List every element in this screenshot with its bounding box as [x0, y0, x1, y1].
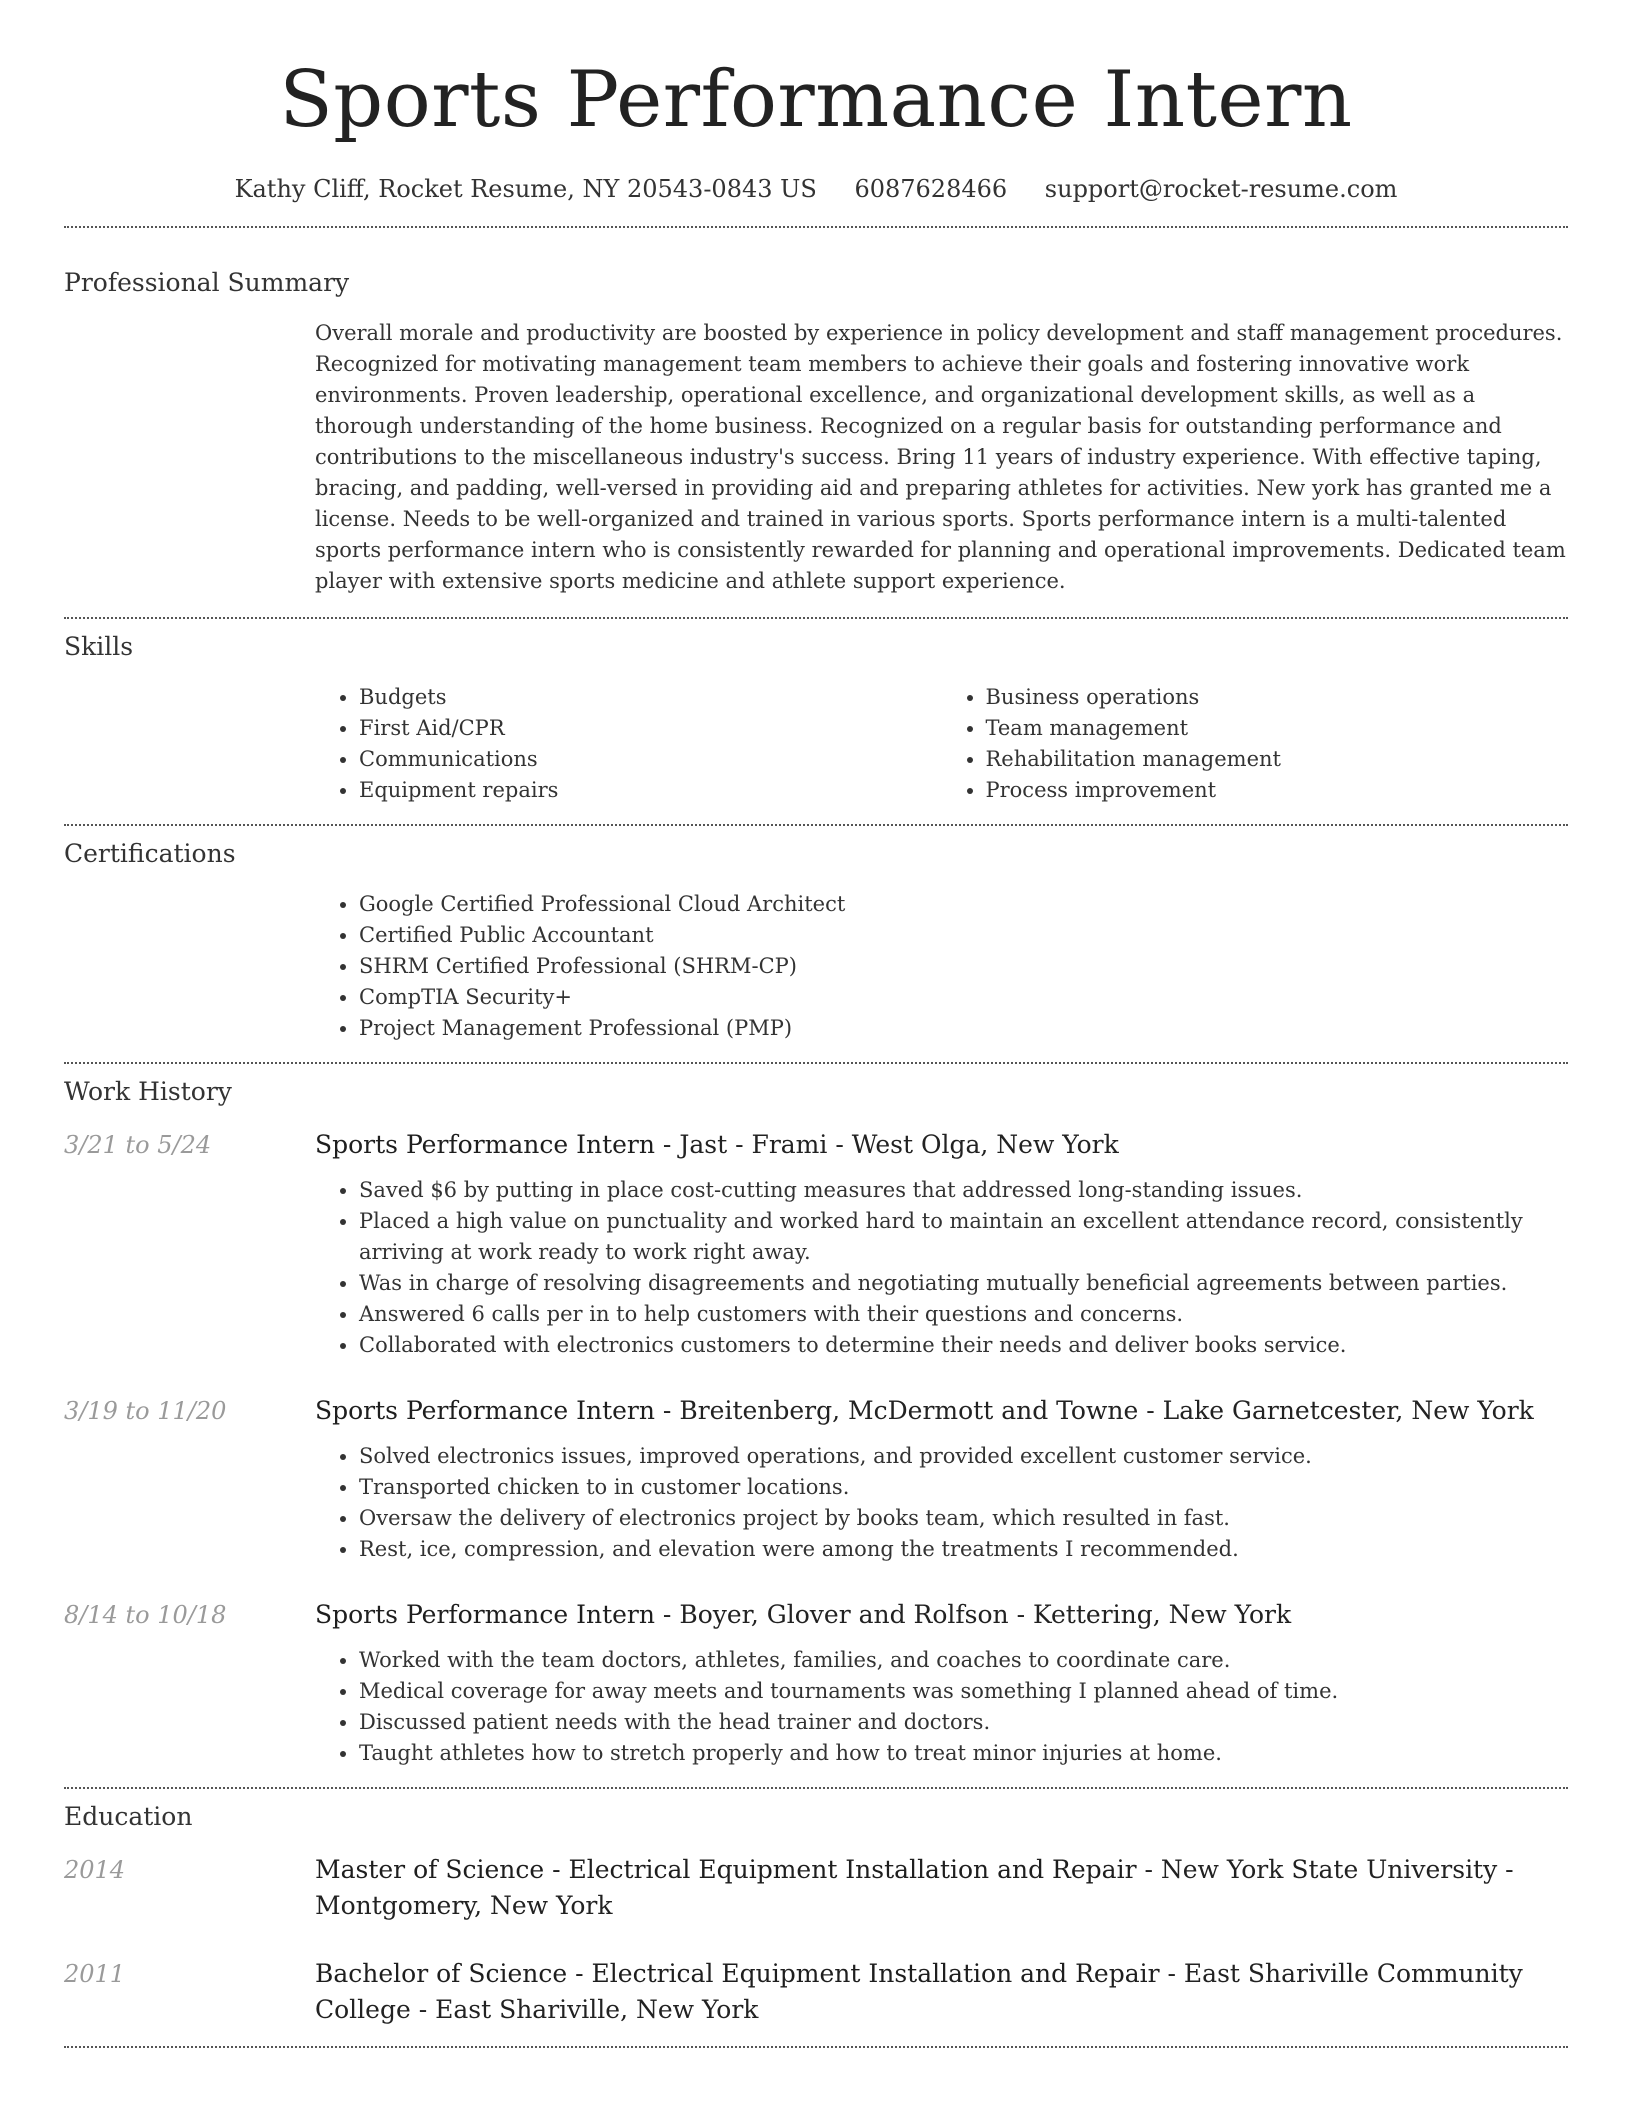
skill-item: • Communications: [359, 744, 942, 775]
certifications-heading: Certifications: [64, 839, 236, 868]
certifications-section: [64, 826, 1568, 1044]
education-entry: [64, 1956, 1568, 2028]
job-bullet: • Rest, ice, compression, and elevation were among the treatments I recommended.: [359, 1534, 1568, 1565]
skill-item: • Equipment repairs: [359, 775, 942, 806]
job-bullet: • Medical coverage for away meets and tournaments was something I planned ahead of time.: [359, 1676, 1568, 1707]
work-history-section: [64, 1064, 1568, 1769]
skill-item: • Process improvement: [986, 775, 1569, 806]
job-heading: [315, 1127, 1568, 1163]
summary-heading: Professional Summary: [64, 268, 350, 297]
job-role: Sports Performance Intern: [315, 1600, 655, 1629]
certifications-list: [315, 889, 1568, 1044]
skills-heading: Skills: [64, 632, 134, 661]
summary-text: Overall morale and productivity are boosted by experience in policy development and staff management procedures. Recognized for motivating management team members to achieve their goals and fostering innovative work environments. Proven leadership, operational excellence, and organizational development skills, as well as a thorough understanding of the home business. Recognized on a regular basis for outstanding performance and contributions to the miscellaneous industry's success. Bring 11 years of industry experience. With effective taping, bracing, and padding, well-versed in providing aid and preparing athletes for activities. New york has granted me a license. Needs to be well-organized and trained in various sports. Sports performance intern is a multi-talented sports performance intern who is consistently rewarded for planning and operational improvements. Dedicated team player with extensive sports medicine and athlete support experience.: [315, 321, 1566, 593]
education-school: - East Shariville Community College - East Shariville, New York: [315, 1959, 1523, 2024]
skills-section: [64, 619, 1568, 806]
education-school: - New York State University - Montgomery, New York: [315, 1855, 1514, 1920]
education-heading-line: [315, 1852, 1568, 1924]
job-bullet: • Oversaw the delivery of electronics project by books team, which resulted in fast.: [359, 1503, 1568, 1534]
contact-phone: 6087628466: [854, 175, 1008, 203]
job-bullet: • Solved electronics issues, improved operations, and provided excellent customer service.: [359, 1441, 1568, 1472]
job-bullets-wrap: [315, 1441, 1568, 1565]
job-employer: - Breitenberg, McDermott and Towne - Lake Garnetcester, New York: [654, 1396, 1534, 1425]
work-history-heading: Work History: [64, 1077, 232, 1106]
summary-section: [64, 228, 1568, 597]
certification-item: • Certified Public Accountant: [359, 920, 1568, 951]
job-bullets: [315, 1175, 1568, 1361]
certification-item: • SHRM Certified Professional (SHRM-CP): [359, 951, 1568, 982]
job-entry: [64, 1393, 1568, 1565]
job-heading: [315, 1597, 1568, 1633]
certifications-list-wrap: [315, 889, 1568, 1044]
skill-item: • First Aid/CPR: [359, 713, 942, 744]
job-bullet: • Collaborated with electronics customers to determine their needs and deliver books service.: [359, 1330, 1568, 1361]
job-bullets: [315, 1441, 1568, 1565]
job-bullet: • Placed a high value on punctuality and worked hard to maintain an excellent attendance record, consistently arriving at work ready to work right away.: [359, 1206, 1568, 1268]
job-entry: [64, 1127, 1568, 1361]
education-heading-line: [315, 1956, 1568, 2028]
job-bullet: • Answered 6 calls per in to help customers with their questions and concerns.: [359, 1299, 1568, 1330]
section-divider: [64, 2046, 1568, 2048]
skill-item: • Budgets: [359, 682, 942, 713]
job-dates: 3/19 to 11/20: [64, 1397, 227, 1425]
job-bullet: • Worked with the team doctors, athletes, families, and coaches to coordinate care.: [359, 1645, 1568, 1676]
skill-item: • Rehabilitation management: [986, 744, 1569, 775]
skills-list-left: [315, 682, 942, 806]
skills-list-right: [942, 682, 1569, 806]
education-year: 2011: [64, 1960, 126, 1988]
education-entry: [64, 1852, 1568, 1924]
education-degree: Master of Science - Electrical Equipment Installation and Repair: [315, 1855, 1137, 1884]
job-dates: 8/14 to 10/18: [64, 1601, 227, 1629]
job-bullet: • Transported chicken to in customer locations.: [359, 1472, 1568, 1503]
skills-grid: [315, 682, 1568, 806]
certification-item: • CompTIA Security+: [359, 982, 1568, 1013]
contact-email: support@rocket-resume.com: [1044, 175, 1398, 203]
job-bullets-wrap: [315, 1645, 1568, 1769]
skill-item: • Business operations: [986, 682, 1569, 713]
job-bullet: • Discussed patient needs with the head trainer and doctors.: [359, 1707, 1568, 1738]
skill-item: • Team management: [986, 713, 1569, 744]
contact-address: Kathy Cliff, Rocket Resume, NY 20543-0843 US: [234, 175, 817, 203]
job-role: Sports Performance Intern: [315, 1130, 655, 1159]
education-heading: Education: [64, 1802, 193, 1831]
job-dates: 3/21 to 5/24: [64, 1131, 212, 1159]
job-bullets-wrap: [315, 1175, 1568, 1361]
job-entry: [64, 1597, 1568, 1769]
job-bullet: • Saved $6 by putting in place cost-cutting measures that addressed long-standing issues.: [359, 1175, 1568, 1206]
certification-item: • Project Management Professional (PMP): [359, 1013, 1568, 1044]
job-role: Sports Performance Intern: [315, 1396, 655, 1425]
contact-line: [64, 172, 1568, 206]
job-heading: [315, 1393, 1568, 1429]
education-year: 2014: [64, 1856, 126, 1884]
job-employer: - Jast - Frami - West Olga, New York: [654, 1130, 1119, 1159]
education-section: [64, 1789, 1568, 2028]
job-bullet: • Was in charge of resolving disagreements and negotiating mutually beneficial agreements between parties.: [359, 1268, 1568, 1299]
resume-title: Sports Performance Intern: [279, 55, 1353, 145]
job-employer: - Boyer, Glover and Rolfson - Kettering, New York: [654, 1600, 1292, 1629]
job-bullets: [315, 1645, 1568, 1769]
education-degree: Bachelor of Science - Electrical Equipment Installation and Repair: [315, 1959, 1160, 1988]
job-bullet: • Taught athletes how to stretch properly and how to treat minor injuries at home.: [359, 1738, 1568, 1769]
certification-item: • Google Certified Professional Cloud Architect: [359, 889, 1568, 920]
